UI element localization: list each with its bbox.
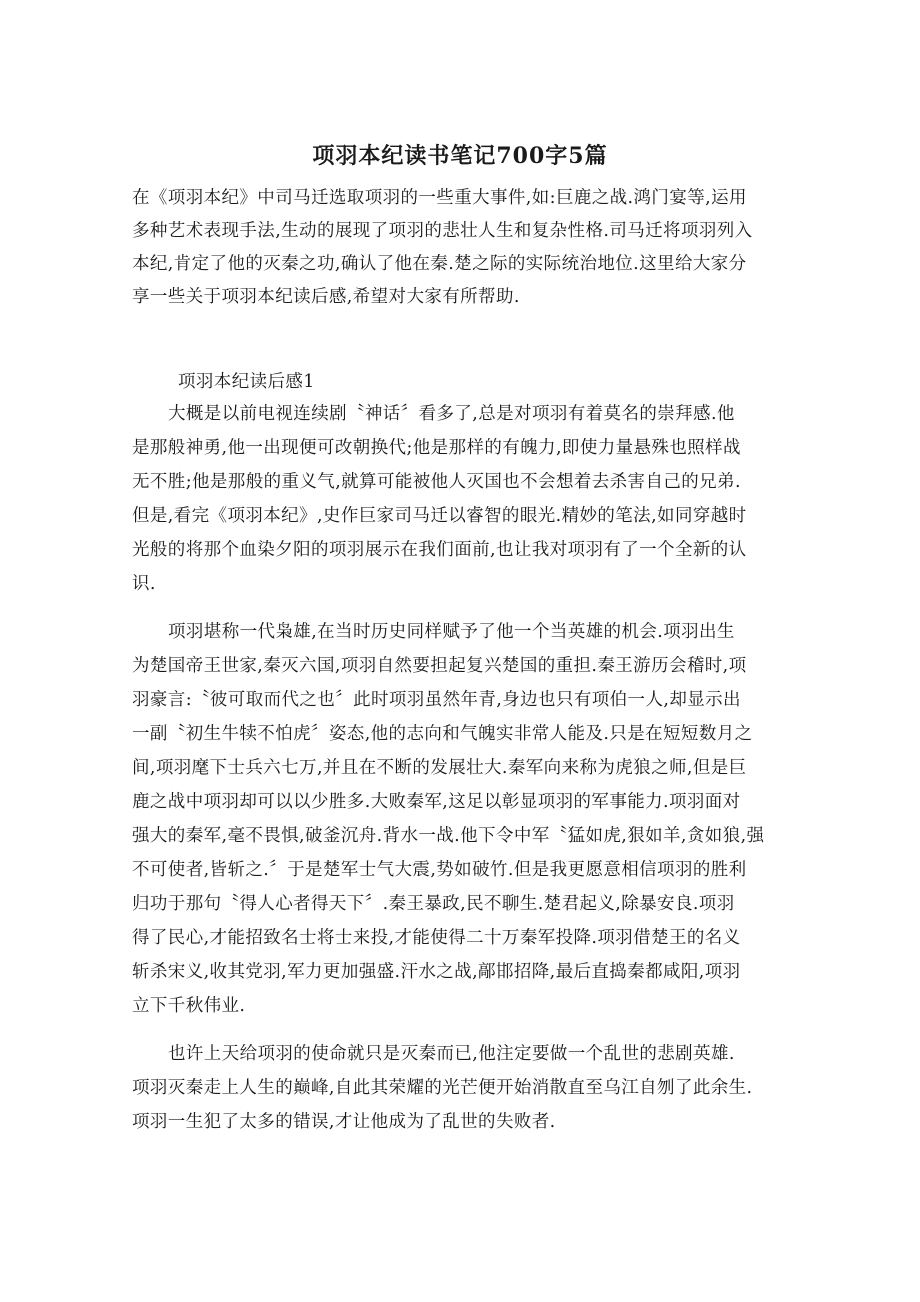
- paragraph-line: 大概是以前电视连续剧〝神话〞看多了,总是对项羽有着莫名的崇拜感.他: [168, 404, 735, 424]
- paragraph-line: 羽豪言:〝彼可取而代之也〞此时项羽虽然年青,身边也只有项伯一人,却显示出: [132, 690, 741, 710]
- paragraph-line: 间,项羽麾下士兵六七万,并且在不断的发展壮大.秦军向来称为虎狼之师,但是巨: [132, 758, 747, 778]
- paragraph-line: 无不胜;他是那般的重义气,就算可能被他人灭国也不会想着去杀害自己的兄弟.: [132, 472, 741, 492]
- paragraph-line: 但是,看完《项羽本纪》,史作巨家司马迁以睿智的眼光.精妙的笔法,如同穿越时: [132, 506, 747, 526]
- paragraph-line: 项羽灭秦走上人生的巅峰,自此其荣耀的光芒便开始消散直至乌江自刎了此余生.: [132, 1078, 753, 1098]
- paragraph-line: 立下千秋伟业.: [132, 996, 246, 1016]
- intro-line: 本纪,肯定了他的灭秦之功,确认了他在秦.楚之际的实际统治地位.这里给大家分: [132, 254, 747, 274]
- section-heading: 项羽本纪读后感1: [178, 372, 315, 392]
- intro-line: 在《项羽本纪》中司马迁选取项羽的一些重大事件,如:巨鹿之战.鸿门宴等,运用: [132, 188, 747, 208]
- paragraph-line: 得了民心,才能招致名士将士来投,才能使得二十万秦军投降.项羽借楚王的名义: [132, 928, 741, 948]
- paragraph-line: 鹿之战中项羽却可以以少胜多.大败秦军,这足以彰显项羽的军事能力.项羽面对: [132, 792, 741, 812]
- paragraph-line: 为楚国帝王世家,秦灭六国,项羽自然要担起复兴楚国的重担.秦王游历会稽时,项: [132, 656, 747, 676]
- paragraph-line: 也许上天给项羽的使命就只是灭秦而已,他注定要做一个乱世的悲剧英雄.: [168, 1044, 735, 1064]
- paragraph-line: 项羽堪称一代枭雄,在当时历史同样赋予了他一个当英雄的机会.项羽出生: [168, 622, 735, 642]
- paragraph-line: 斩杀宋义,收其党羽,军力更加强盛.汗水之战,鄗邯招降,最后直捣秦都咸阳,项羽: [132, 962, 741, 982]
- intro-line: 享一些关于项羽本纪读后感,希望对大家有所帮助.: [132, 287, 520, 307]
- paragraph-line: 是那般神勇,他一出现便可改朝换代;他是那样的有魄力,即使力量悬殊也照样战: [132, 438, 741, 458]
- paragraph-line: 光般的将那个血染夕阳的项羽展示在我们面前,也让我对项羽有了一个全新的认: [132, 540, 747, 560]
- paragraph-line: 一副〝初生牛犊不怕虎〞姿态,他的志向和气魄实非常人能及.只是在短短数月之: [132, 724, 753, 744]
- paragraph-line: 不可使者,皆斩之.〞于是楚军士气大震,势如破竹.但是我更愿意相信项羽的胜利: [132, 860, 747, 880]
- paragraph-line: 强大的秦军,毫不畏惧,破釜沉舟.背水一战.他下令中军〝猛如虎,狠如羊,贪如狼,强: [132, 826, 765, 846]
- paragraph-line: 归功于那句〝得人心者得天下〞.秦王暴政,民不聊生.楚君起义,除暴安良.项羽: [132, 894, 735, 914]
- paragraph-line: 项羽一生犯了太多的错误,才让他成为了乱世的失败者.: [132, 1112, 556, 1132]
- document-title: 项羽本纪读书笔记700字5篇: [312, 143, 608, 169]
- paragraph-line: 识.: [132, 574, 156, 594]
- intro-line: 多种艺术表现手法,生动的展现了项羽的悲壮人生和复杂性格.司马迁将项羽列入: [132, 221, 753, 241]
